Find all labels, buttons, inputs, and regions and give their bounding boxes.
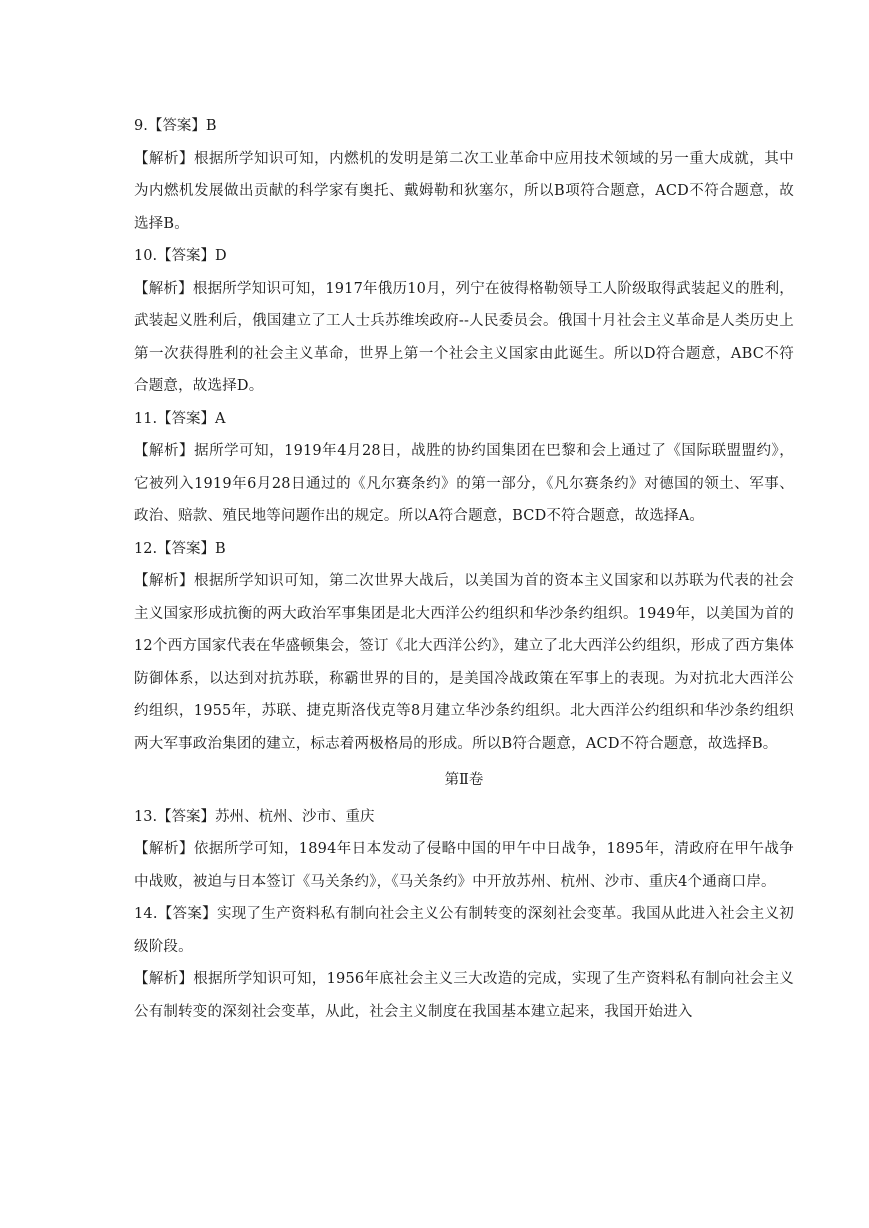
explanation-9: 【解析】根据所学知识可知，内燃机的发明是第二次工业革命中应用技术领域的另一重大成就，其中为内燃机发展做出贡献的科学家有奥托、戴姆勒和狄塞尔，所以B项符合题意，ACD不符合题意，故选择B。 — [134, 150, 794, 232]
explanation-13: 【解析】依据所学可知，1894年日本发动了侵略中国的甲午中日战争，1895年，清政府在甲午战争中战败，被迫与日本签订《马关条约》，《马关条约》中开放苏州、杭州、沙市、重庆4个通商口岸。 — [134, 841, 794, 890]
answer-13: 13.【答案】苏州、杭州、沙市、重庆 — [134, 808, 375, 825]
answer-10: 10.【答案】D — [134, 248, 227, 264]
section-title: 第Ⅱ卷 — [444, 772, 484, 788]
explanation-12: 【解析】根据所学知识可知，第二次世界大战后，以美国为首的资本主义国家和以苏联为代表的社会主义国家形成抗衡的两大政治军事集团是北大西洋公约组织和华沙条约组织。1949年，以美国为首的12个西方国家代表在华盛顿集会，签订《北大西洋公约》，建立了北大西洋公约组织，形成了西方集体防御体系，以达到对抗苏联，称霸世界的目的，是美国冷战政策在军事上的表现。为对抗北大西洋公约组织，1955年，苏联、捷克斯洛伐克等8月建立华沙条约组织。北大西洋公约组织和华沙条约组织两大军事政治集团的建立，标志着两极格局的形成。所以B符合题意，ACD不符合题意，故选择B。 — [134, 573, 794, 752]
answer-9: 9.【答案】B — [134, 118, 217, 134]
answer-14: 14.【答案】实现了生产资料私有制向社会主义公有制转变的深刻社会变革。我国从此进入社会主义初级阶段。 — [134, 906, 794, 955]
answer-11: 11.【答案】A — [134, 410, 226, 427]
answer-12: 12.【答案】B — [134, 540, 226, 557]
explanation-11: 【解析】据所学可知，1919年4月28日，战胜的协约国集团在巴黎和会上通过了《国际联盟盟约》，它被列入1919年6月28日通过的《凡尔赛条约》的第一部分，《凡尔赛条约》对德国的领土、军事、政治、赔款、殖民地等问题作出的规定。所以A符合题意，BCD不符合题意，故选择A。 — [134, 443, 794, 524]
answer-content — [134, 110, 794, 1028]
explanation-10: 【解析】根据所学知识可知，1917年俄历10月，列宁在彼得格勒领导工人阶级取得武装起义的胜利，武装起义胜利后，俄国建立了工人士兵苏维埃政府--人民委员会。俄国十月社会主义革命是人类历史上第一次获得胜利的社会主义革命，世界上第一个社会主义国家由此诞生。所以D符合题意，ABC不符合题意，故选择D。 — [134, 280, 794, 394]
explanation-14: 【解析】根据所学知识可知，1956年底社会主义三大改造的完成，实现了生产资料私有制向社会主义公有制转变的深刻社会变革，从此，社会主义制度在我国基本建立起来，我国开始进入 — [134, 971, 794, 1020]
